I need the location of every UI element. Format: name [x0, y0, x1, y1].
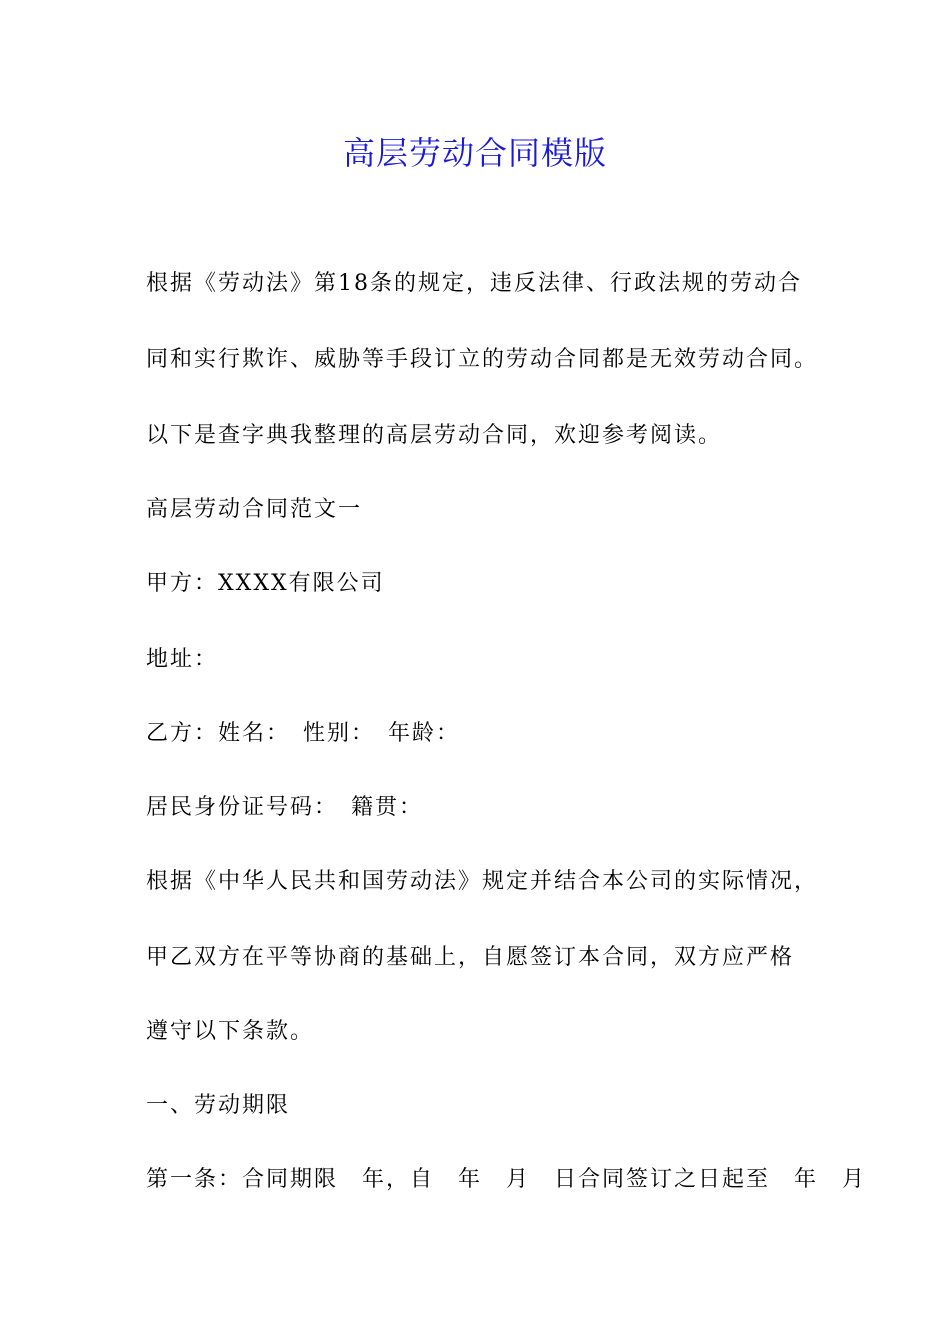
address-line: 地址：: [146, 647, 219, 672]
article-one-line: 第一条：合同期限 年，自 年 月 日合同签订之日起至 年 月: [146, 1167, 867, 1192]
id-number-line: 居民身份证号码： 籍贯：: [146, 795, 424, 820]
body-line-10: 甲乙双方在平等协商的基础上，自愿签订本合同，双方应严格: [146, 945, 795, 970]
body-line-11: 遵守以下条款。: [146, 1019, 315, 1044]
section-heading-fanwen: 高层劳动合同范文一: [146, 497, 363, 522]
body-line-1: 根据《劳动法》第18条的规定，违反法律、行政法规的劳动合: [146, 271, 802, 296]
document-title: 高层劳动合同模版: [342, 134, 607, 172]
section-heading-term: 一、劳动期限: [146, 1093, 291, 1118]
party-b-line: 乙方：姓名： 性别： 年龄：: [146, 721, 461, 746]
party-a-line: 甲方：XXXX有限公司: [146, 571, 385, 596]
body-line-3: 以下是查字典我整理的高层劳动合同，欢迎参考阅读。: [146, 423, 723, 448]
body-line-2: 同和实行欺诈、威胁等手段订立的劳动合同都是无效劳动合同。: [146, 347, 819, 372]
body-line-9: 根据《中华人民共和国劳动法》规定并结合本公司的实际情况，: [146, 869, 819, 894]
